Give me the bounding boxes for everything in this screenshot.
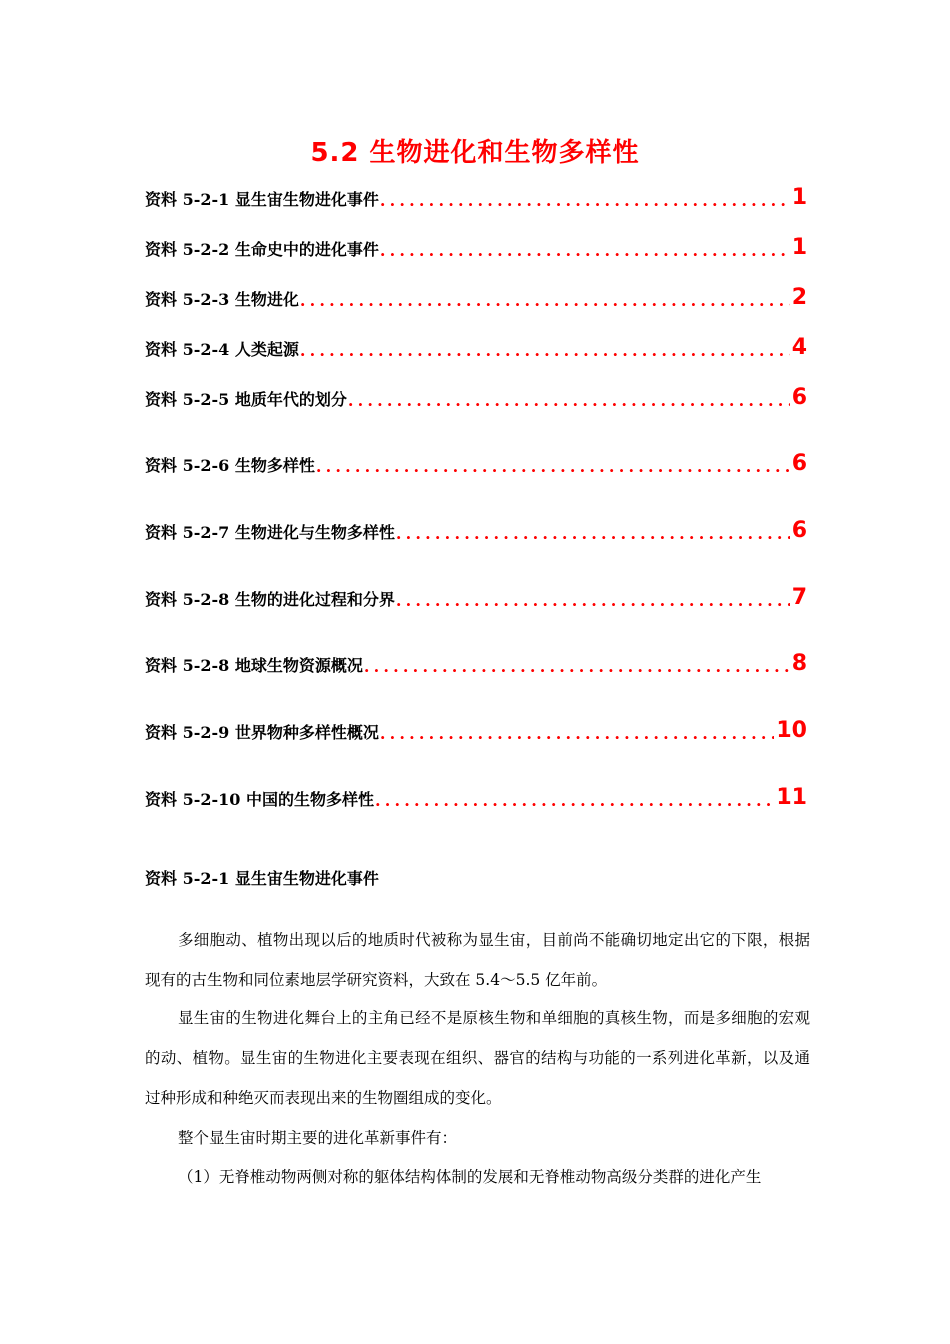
toc-leader-dots [374,792,774,810]
section-heading: 资料 5-2-1 显生宙生物进化事件 [145,869,379,888]
toc-entry-label: 资料 5-2-1 显生宙生物进化事件 [145,190,379,209]
toc-page-number: 7 [791,585,807,610]
toc-entry-label: 资料 5-2-7 生物进化与生物多样性 [145,523,395,542]
body-paragraph: 多细胞动、植物出现以后的地质时代被称为显生宙，目前尚不能确切地定出它的下限，根据现有的古生物和同位素地层学研究资料，大致在 5.4～5.5 亿年前。 [145,931,810,989]
toc-entry[interactable] [145,586,807,610]
toc-leader-dots [363,658,790,676]
toc-entry[interactable] [145,652,807,676]
toc-entry[interactable] [145,519,807,543]
toc-leader-dots [379,242,790,260]
toc-entry[interactable] [145,719,807,743]
toc-entry[interactable] [145,786,807,810]
toc-entry[interactable] [145,186,807,210]
toc-page-number: 6 [791,518,807,543]
toc-page-number: 4 [791,335,807,360]
toc-page-number: 11 [776,785,807,810]
toc-leader-dots [299,292,790,310]
toc-entry-label: 资料 5-2-3 生物进化 [145,290,299,309]
toc-leader-dots [379,725,775,743]
toc-leader-dots [395,592,790,610]
toc-page-number: 2 [791,285,807,310]
toc-page-number: 1 [791,185,807,210]
toc-entry-label: 资料 5-2-9 世界物种多样性概况 [145,723,379,742]
toc-entry-label: 资料 5-2-10 中国的生物多样性 [145,790,374,809]
toc-page-number: 6 [791,451,807,476]
toc-entry[interactable] [145,336,807,360]
toc-page-number: 8 [791,651,807,676]
body-paragraph: 整个显生宙时期主要的进化革新事件有： [178,1129,458,1147]
toc-entry-label: 资料 5-2-2 生命史中的进化事件 [145,240,379,259]
toc-entry-label: 资料 5-2-8 地球生物资源概况 [145,656,363,675]
toc-entry-label: 资料 5-2-6 生物多样性 [145,456,315,475]
toc-entry[interactable] [145,386,807,410]
toc-leader-dots [395,525,790,543]
toc-leader-dots [379,192,790,210]
toc-leader-dots [347,392,790,410]
toc-page-number: 10 [776,718,807,743]
page-title: 5.2 生物进化和生物多样性 [310,138,640,168]
toc-leader-dots [315,458,790,476]
toc-entry[interactable] [145,236,807,260]
body-paragraph: 显生宙的生物进化舞台上的主角已经不是原核生物和单细胞的真核生物，而是多细胞的宏观的动、植物。显生宙的生物进化主要表现在组织、器官的结构与功能的一系列进化革新，以及通过种形成和种绝灭而表现出来的生物圈组成的变化。 [145,1009,810,1107]
toc-entry[interactable] [145,286,807,310]
toc-entry[interactable] [145,452,807,476]
body-paragraph: （1）无脊椎动物两侧对称的躯体结构体制的发展和无脊椎动物高级分类群的进化产生 [178,1168,762,1186]
toc-entry-label: 资料 5-2-4 人类起源 [145,340,299,359]
toc-leader-dots [299,342,790,360]
toc-entry-label: 资料 5-2-5 地质年代的划分 [145,390,347,409]
toc-page-number: 1 [791,235,807,260]
toc-page-number: 6 [791,385,807,410]
toc-entry-label: 资料 5-2-8 生物的进化过程和分界 [145,590,395,609]
